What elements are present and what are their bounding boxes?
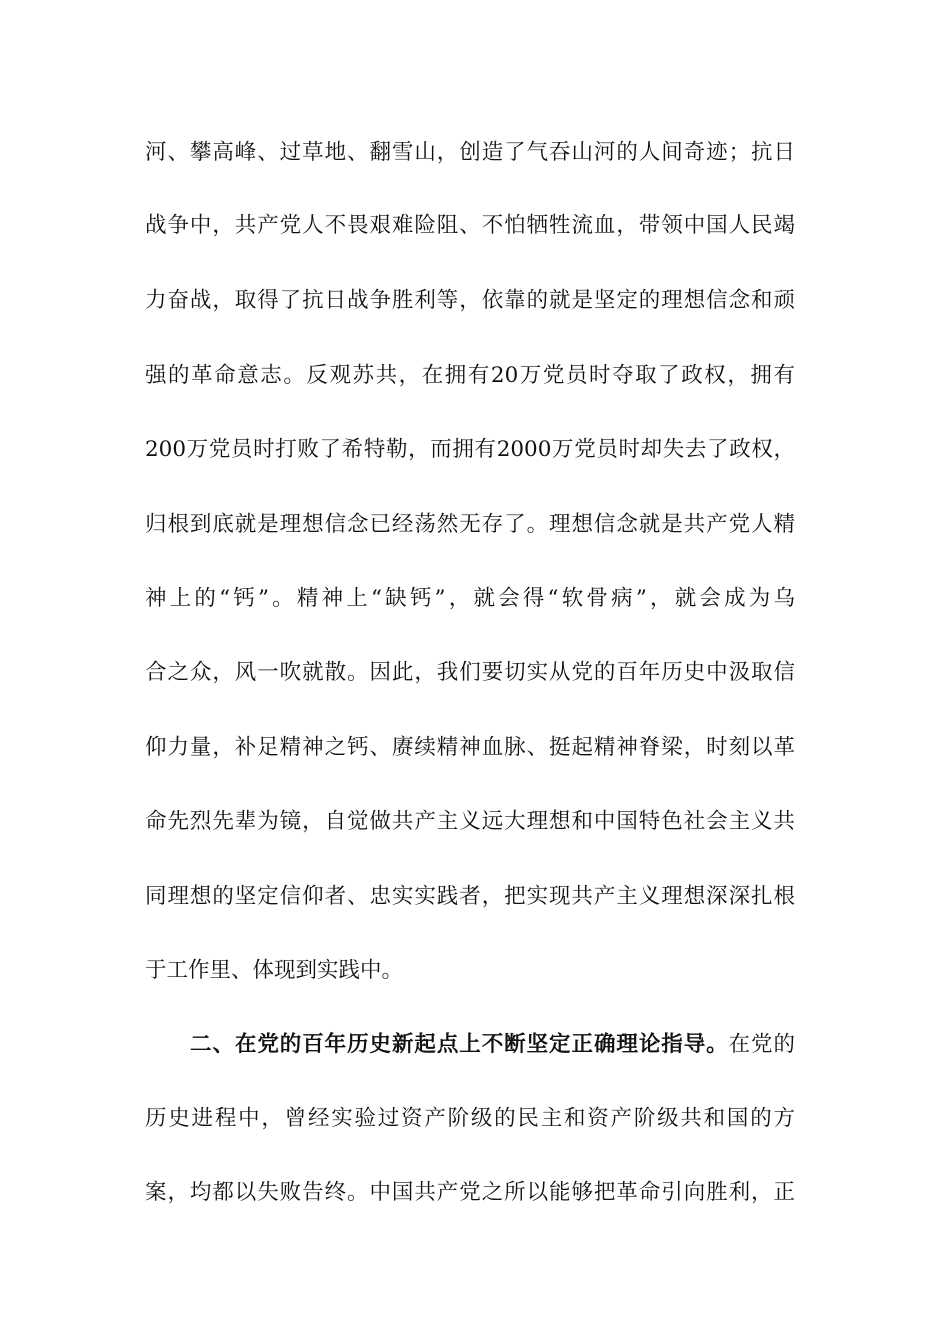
text-line-6: 归根到底就是理想信念已经荡然无存了。理想信念就是共产党人精 [145,512,795,537]
text-line-3: 力奋战，取得了抗日战争胜利等，依靠的就是坚定的理想信念和顽 [145,288,795,313]
text-line-8: 合之众，风一吹就散。因此，我们要切实从党的百年历史中汲取信 [145,660,795,685]
text-line-4: 强的革命意志。反观苏共，在拥有20万党员时夺取了政权，拥有 [145,363,795,388]
section-heading-line [190,1025,795,1065]
section-heading-tail: 在党的 [728,1032,795,1057]
section-line-1: 历史进程中，曾经实验过资产阶级的民主和资产阶级共和国的方 [145,1106,795,1131]
text-line-9: 仰力量，补足精神之钙、赓续精神血脉、挺起精神脊梁，时刻以革 [145,735,795,760]
text-line-7: 神上的“钙”。精神上“缺钙”，就会得“软骨病”，就会成为乌 [145,586,795,611]
text-line-1: 河、攀高峰、过草地、翻雪山，创造了气吞山河的人间奇迹；抗日 [145,140,795,165]
section-line-2: 案，均都以失败告终。中国共产党之所以能够把革命引向胜利，正 [145,1180,795,1205]
text-line-10: 命先烈先辈为镜，自觉做共产主义远大理想和中国特色社会主义共 [145,809,795,834]
text-line-5: 200万党员时打败了希特勒，而拥有2000万党员时却失去了政权， [145,437,795,462]
section-heading: 二、在党的百年历史新起点上不断坚定正确理论指导。 [190,1032,729,1057]
text-line-11: 同理想的坚定信仰者、忠实实践者，把实现共产主义理想深深扎根 [145,884,795,909]
text-line-12: 于工作里、体现到实践中。 [145,958,404,983]
text-line-2: 战争中，共产党人不畏艰难险阻、不怕牺牲流血，带领中国人民竭 [145,213,795,238]
